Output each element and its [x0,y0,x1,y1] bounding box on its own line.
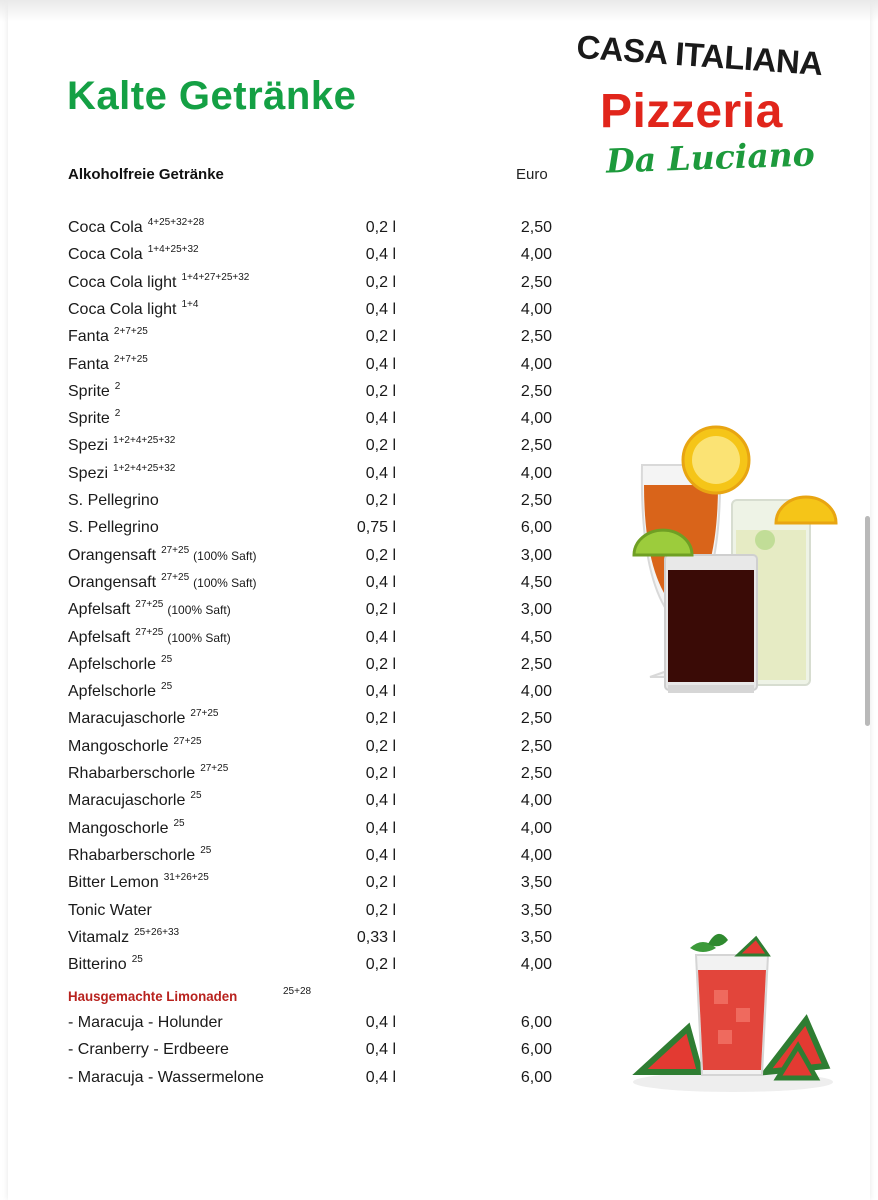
item-volume: 0,2 l [365,382,396,400]
item-name-text: Rhabarberschorle [68,765,196,782]
item-price: 3,50 [520,901,552,919]
menu-item-row [0,626,560,656]
item-extra-info: (100% Saft) [193,548,257,563]
item-price: 6,00 [520,1068,552,1086]
item-name-text: Coca Cola [68,219,143,236]
homemade-heading: Hausgemachte Limonaden [68,988,238,1004]
item-additive-notes: 2 [114,408,121,420]
item-price: 2,50 [520,437,552,455]
item-volume: 0,4 l [365,628,396,646]
item-name [68,437,179,455]
item-price: 2,50 [520,382,552,400]
item-volume: 0,4 l [365,683,396,701]
item-extra-info: (100% Saft) [193,575,257,590]
item-additive-notes: 25+26+33 [134,926,180,938]
item-price: 4,00 [520,792,552,810]
menu-item-row [0,437,560,464]
item-price: 4,00 [520,819,552,837]
item-volume: 0,75 l [356,519,396,537]
item-price: 2,50 [520,655,552,673]
item-price: 3,00 [520,601,552,619]
item-price: 4,00 [520,464,552,482]
homemade-notes: 25+28 [283,986,312,997]
item-name-text: Tonic Water [68,901,152,919]
item-name-text: Bitter Lemon [68,874,159,892]
item-additive-notes: 27+25 [135,599,164,611]
top-shadow [0,0,878,22]
item-name [68,844,215,865]
item-name [68,817,189,838]
item-extra-info: (100% Saft) [167,603,231,618]
item-volume: 0,2 l [365,710,396,728]
item-name: - Maracuja - Wassermelone [68,1068,264,1086]
item-price: 2,50 [520,492,552,509]
item-volume: 0,4 l [365,846,396,864]
menu-item-row [0,653,560,683]
item-price: 6,00 [520,519,552,537]
item-name-text: Rhabarberschorle [68,846,196,864]
item-additive-notes: 1+2+4+25+32 [113,435,176,447]
item-additive-notes: 2+7+25 [113,353,148,365]
item-additive-notes: 1+4+27+25+32 [181,271,250,283]
item-volume: 0,2 l [365,546,396,564]
menu-item-row [0,792,560,819]
watermelon-drink-image [628,900,838,1105]
item-name [68,926,183,947]
item-name [68,492,168,510]
item-name-text: Spezi [68,464,109,482]
item-name-text: Orangensaft [68,546,157,564]
item-price: 2,50 [520,737,552,755]
item-volume: 0,2 l [365,655,396,673]
item-price: 2,50 [520,765,552,782]
item-name-text: Sprite [68,410,110,428]
item-name-text: Coca Cola [68,246,143,264]
item-additive-notes: 27+25 [200,763,229,774]
item-name [68,765,232,783]
drinks-glasses-image [610,405,856,725]
item-volume: 0,2 l [365,737,396,755]
menu-item-row [0,765,560,792]
item-volume: 0,2 l [365,437,396,455]
item-volume: 0,4 l [365,1041,396,1059]
item-volume: 0,4 l [365,819,396,837]
item-price: 4,00 [520,355,552,373]
item-additive-notes: 27+25 [173,735,202,747]
item-volume: 0,2 l [365,219,396,236]
item-additive-notes: 2+7+25 [113,326,148,338]
item-name-text: Maracujaschorle [68,710,186,728]
item-additive-notes: 4+25+32+28 [147,217,205,228]
item-name: - Maracuja - Holunder [68,1014,223,1031]
item-volume: 0,2 l [365,901,396,919]
menu-item-row [0,380,560,410]
item-price: 4,00 [520,300,552,318]
item-name [68,626,231,647]
menu-item-row [0,462,560,492]
item-price: 4,50 [520,573,552,591]
menu-item-row [0,271,560,301]
item-name-text: Spezi [68,437,109,455]
item-extra-info: (100% Saft) [167,630,231,645]
menu-item-row [0,519,560,546]
item-name [68,653,176,674]
item-volume: 0,2 l [365,874,396,892]
homemade-item-row [0,1041,560,1068]
item-name-text: Apfelschorle [68,683,157,701]
logo-line-da-luciano: Da Luciano [605,134,816,181]
menu-item-row [0,926,560,956]
item-name-text: Mangoschorle [68,819,169,837]
item-price: 4,00 [520,410,552,428]
item-volume: 0,2 l [365,328,396,346]
item-volume: 0,2 l [365,601,396,619]
item-name [68,683,176,701]
item-volume: 0,4 l [365,355,396,373]
item-additive-notes: 25 [190,790,202,802]
menu-item-row [0,544,560,574]
item-volume: 0,4 l [365,792,396,810]
item-name-text: Sprite [68,382,110,400]
menu-item-row [0,328,560,355]
menu-item-row [0,246,560,273]
menu-item-row [0,410,560,437]
item-volume: 0,4 l [365,464,396,482]
homemade-item-row [0,1069,560,1096]
item-name [68,874,213,892]
logo-line-casa-italiana: CASA ITALIANA [575,28,824,83]
item-additive-notes: 25 [200,844,212,856]
item-volume: 0,4 l [365,1068,396,1086]
item-additive-notes: 1+4 [181,298,199,310]
menu-item-row [0,874,560,901]
item-name [68,519,168,537]
page-title: Kalte Getränke [67,74,357,118]
scrollbar[interactable] [865,516,870,726]
item-additive-notes: 27+25 [161,571,190,583]
item-name [68,298,202,319]
item-name-text: Fanta [68,328,109,346]
menu-item-row [0,492,560,519]
item-price: 2,50 [520,328,552,346]
item-name [68,328,152,346]
item-name [68,956,147,974]
menu-item-row [0,817,560,847]
section-heading: Alkoholfreie Getränke [68,166,224,183]
item-name-text: Apfelschorle [68,655,157,673]
menu-item-row [0,219,560,246]
menu-item-row [0,956,560,983]
currency-label: Euro [516,166,548,183]
logo-line-pizzeria: Pizzeria [600,85,783,138]
item-additive-notes: 1+4+25+32 [147,244,199,256]
item-price: 4,00 [520,246,552,264]
item-name [68,571,257,592]
item-name-text: Apfelsaft [68,628,131,646]
item-name [68,219,208,237]
homemade-item-row [0,1014,560,1041]
item-price: 3,00 [520,546,552,564]
item-price: 2,50 [520,219,552,236]
item-additive-notes: 31+26+25 [163,872,209,884]
item-name [68,544,257,565]
item-name [68,380,124,401]
menu-item-row [0,353,560,383]
menu-item-row [0,710,560,737]
item-name-text: Vitamalz [68,928,130,946]
item-volume: 0,2 l [365,765,396,782]
item-price: 4,00 [520,846,552,864]
item-price: 3,50 [520,874,552,892]
menu-item-row [0,298,560,328]
item-price: 6,00 [520,1041,552,1059]
item-additive-notes: 25 [131,954,143,966]
item-additive-notes: 27+25 [161,544,190,556]
item-name: - Cranberry - Erdbeere [68,1041,229,1059]
menu-item-row [0,844,560,874]
item-price: 3,50 [520,928,552,946]
item-volume: 0,4 l [365,246,396,264]
item-name-text: S. Pellegrino [68,492,159,509]
item-volume: 0,4 l [365,410,396,428]
item-name [68,601,231,619]
item-additive-notes: 25 [173,817,185,829]
item-additive-notes: 27+25 [135,626,164,638]
item-name [68,410,124,428]
item-name [68,353,152,374]
item-volume: 0,2 l [365,956,396,974]
item-additive-notes: 27+25 [190,708,219,720]
item-name-text: Coca Cola light [68,300,177,318]
item-name [68,246,203,264]
menu-item-row [0,601,560,628]
item-name-text: Apfelsaft [68,601,131,619]
item-volume: 0,4 l [365,300,396,318]
item-price: 4,00 [520,683,552,701]
item-additive-notes: 25 [161,681,173,693]
item-volume: 0,4 l [365,573,396,591]
item-name [68,271,253,292]
menu-item-row [0,735,560,765]
menu-item-row [0,683,560,710]
item-name-text: Mangoschorle [68,737,169,755]
item-name [68,735,206,756]
item-price: 2,50 [520,273,552,291]
item-volume: 0,4 l [365,1014,396,1031]
item-additive-notes: 25 [161,653,173,665]
item-additive-notes: 1+2+4+25+32 [113,462,176,474]
item-name [68,462,179,483]
item-name-text: Maracujaschorle [68,792,186,810]
item-volume: 0,2 l [365,492,396,509]
item-name [68,902,161,920]
item-volume: 0,2 l [365,273,396,291]
item-name-text: Orangensaft [68,573,157,591]
item-price: 4,00 [520,956,552,974]
item-name-text: Fanta [68,355,109,373]
item-name [68,710,222,728]
item-name-text: Coca Cola light [68,273,177,291]
item-name [68,792,206,810]
item-price: 2,50 [520,710,552,728]
menu-item-row [0,571,560,601]
item-volume: 0,33 l [356,928,396,946]
item-price: 6,00 [520,1014,552,1031]
item-additive-notes: 2 [114,380,121,392]
item-name-text: S. Pellegrino [68,519,159,537]
menu-item-row [0,902,560,929]
item-name-text: Bitterino [68,956,127,974]
item-price: 4,50 [520,628,552,646]
